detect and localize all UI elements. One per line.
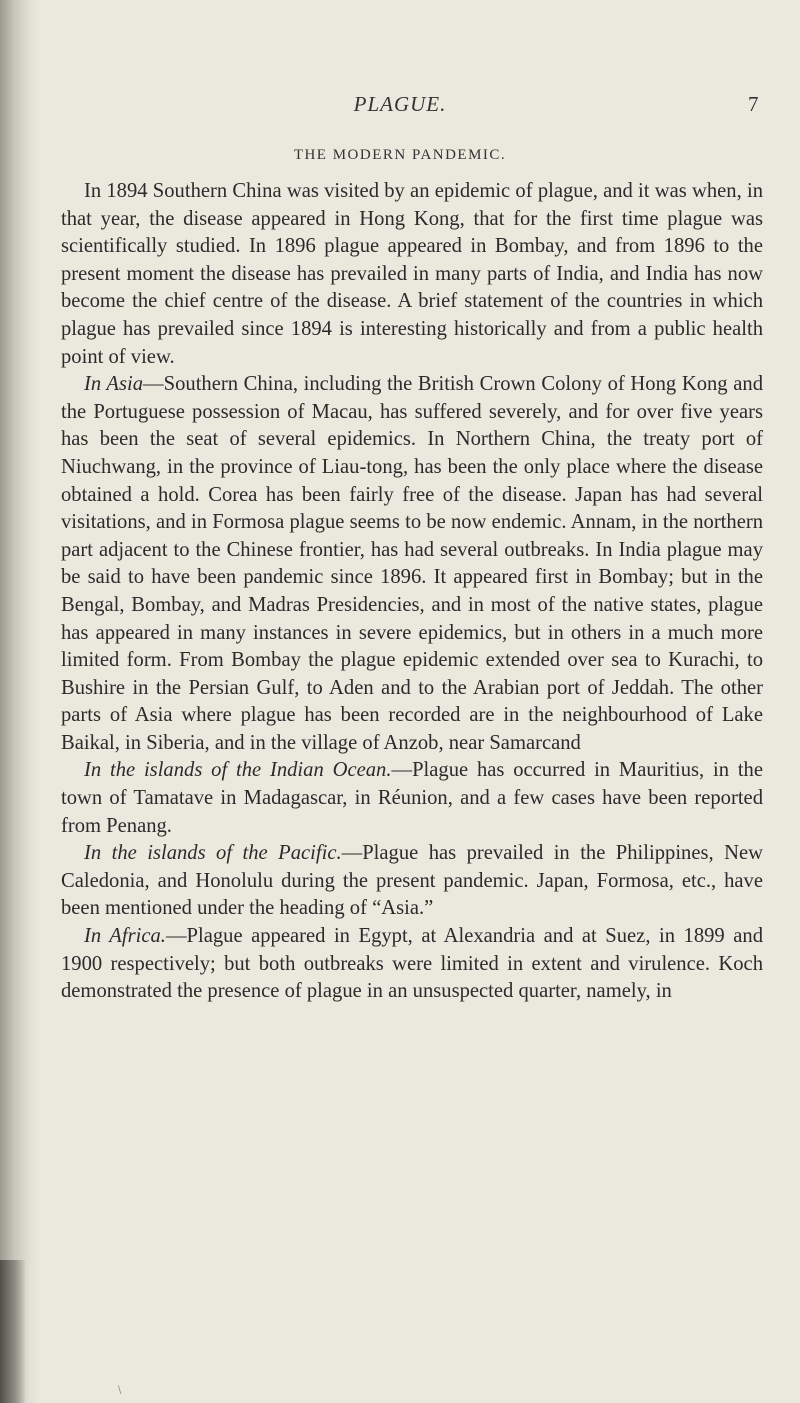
paragraph-text: —Southern China, including the British Crown Colony of Hong Kong and the Portuguese possession of Macau, has suffered severely, and for over five years has been the seat of several epidemics. In Northern China, the treaty port of Niuchwang, in the province of Liau-tong, has been the only place where the disease obtained a hold. Corea has been fairly free of the disease. Japan has had several visitations, and in Formosa plague seems to be now endemic. Annam, in the northern part adjacent to the Chinese frontier, has had several outbreaks. In India plague may be said to have been pandemic since 1896. It appeared first in Bombay; but in the Bengal, Bombay, and Madras Presidencies, and in most of the native states, plague has appeared in many instances in severe epidemics, but in others in a much more limited form. From Bombay the plague epidemic extended over sea to Kurachi, to Bushire in the Persian Gulf, to Aden and to the Arabian port of Jeddah. The other parts of Asia where plague has been recorded are in the neighbourhood of Lake Baikal, in Siberia, and in the village of Anzob, near Samarcand bbox=[61, 373, 763, 754]
paragraph-africa bbox=[61, 923, 763, 1006]
paragraph-lead: In the islands of the Indian Ocean. bbox=[84, 759, 392, 782]
paragraph-pacific bbox=[61, 840, 763, 923]
paragraph-text: —Plague appeared in Egypt, at Alexandria and at Suez, in 1899 and 1900 respectively; but both outbreaks were limited in extent and virulence. Koch demonstrated the presence of plague in an unsuspected quarter, namely, in bbox=[61, 925, 763, 1003]
paragraph-asia bbox=[61, 371, 763, 757]
paragraph-lead: In Asia bbox=[84, 373, 144, 396]
body-text bbox=[61, 178, 763, 1006]
paragraph-intro bbox=[61, 178, 763, 371]
paragraph-text: —Plague has occurred in Mauritius, in the town of Tamatave in Madagascar, in Réunion, and a few cases have been reported from Penang. bbox=[61, 759, 763, 837]
running-title: PLAGUE. bbox=[353, 92, 447, 116]
paragraph-lead: In Africa. bbox=[84, 925, 166, 948]
running-head bbox=[0, 92, 800, 120]
stray-mark: \ bbox=[118, 1383, 122, 1397]
section-heading: THE MODERN PANDEMIC. bbox=[293, 147, 507, 163]
paragraph-text: In 1894 Southern China was visited by an epidemic of plague, and it was when, in that year, the disease appeared in Hong Kong, that for the first time plague was scientifically studied. In 1896 plague appeared in Bombay, and from 1896 to the present moment the disease has prevailed in many parts of India, and India has now become the chief centre of the disease. A brief statement of the countries in which plague has prevailed since 1894 is interesting historically and from a public health point of view. bbox=[61, 180, 763, 368]
paragraph-indian-ocean bbox=[61, 757, 763, 840]
paragraph-text: —Plague has prevailed in the Philippines, New Caledonia, and Honolulu during the present pandemic. Japan, Formosa, etc., have been mentioned under the heading of “Asia.” bbox=[61, 842, 763, 920]
page-edge-dark-shadow bbox=[0, 1260, 26, 1403]
page-number: 7 bbox=[748, 92, 759, 116]
page-edge-shadow bbox=[0, 0, 40, 1403]
paragraph-lead: In the islands of the Pacific. bbox=[84, 842, 342, 865]
